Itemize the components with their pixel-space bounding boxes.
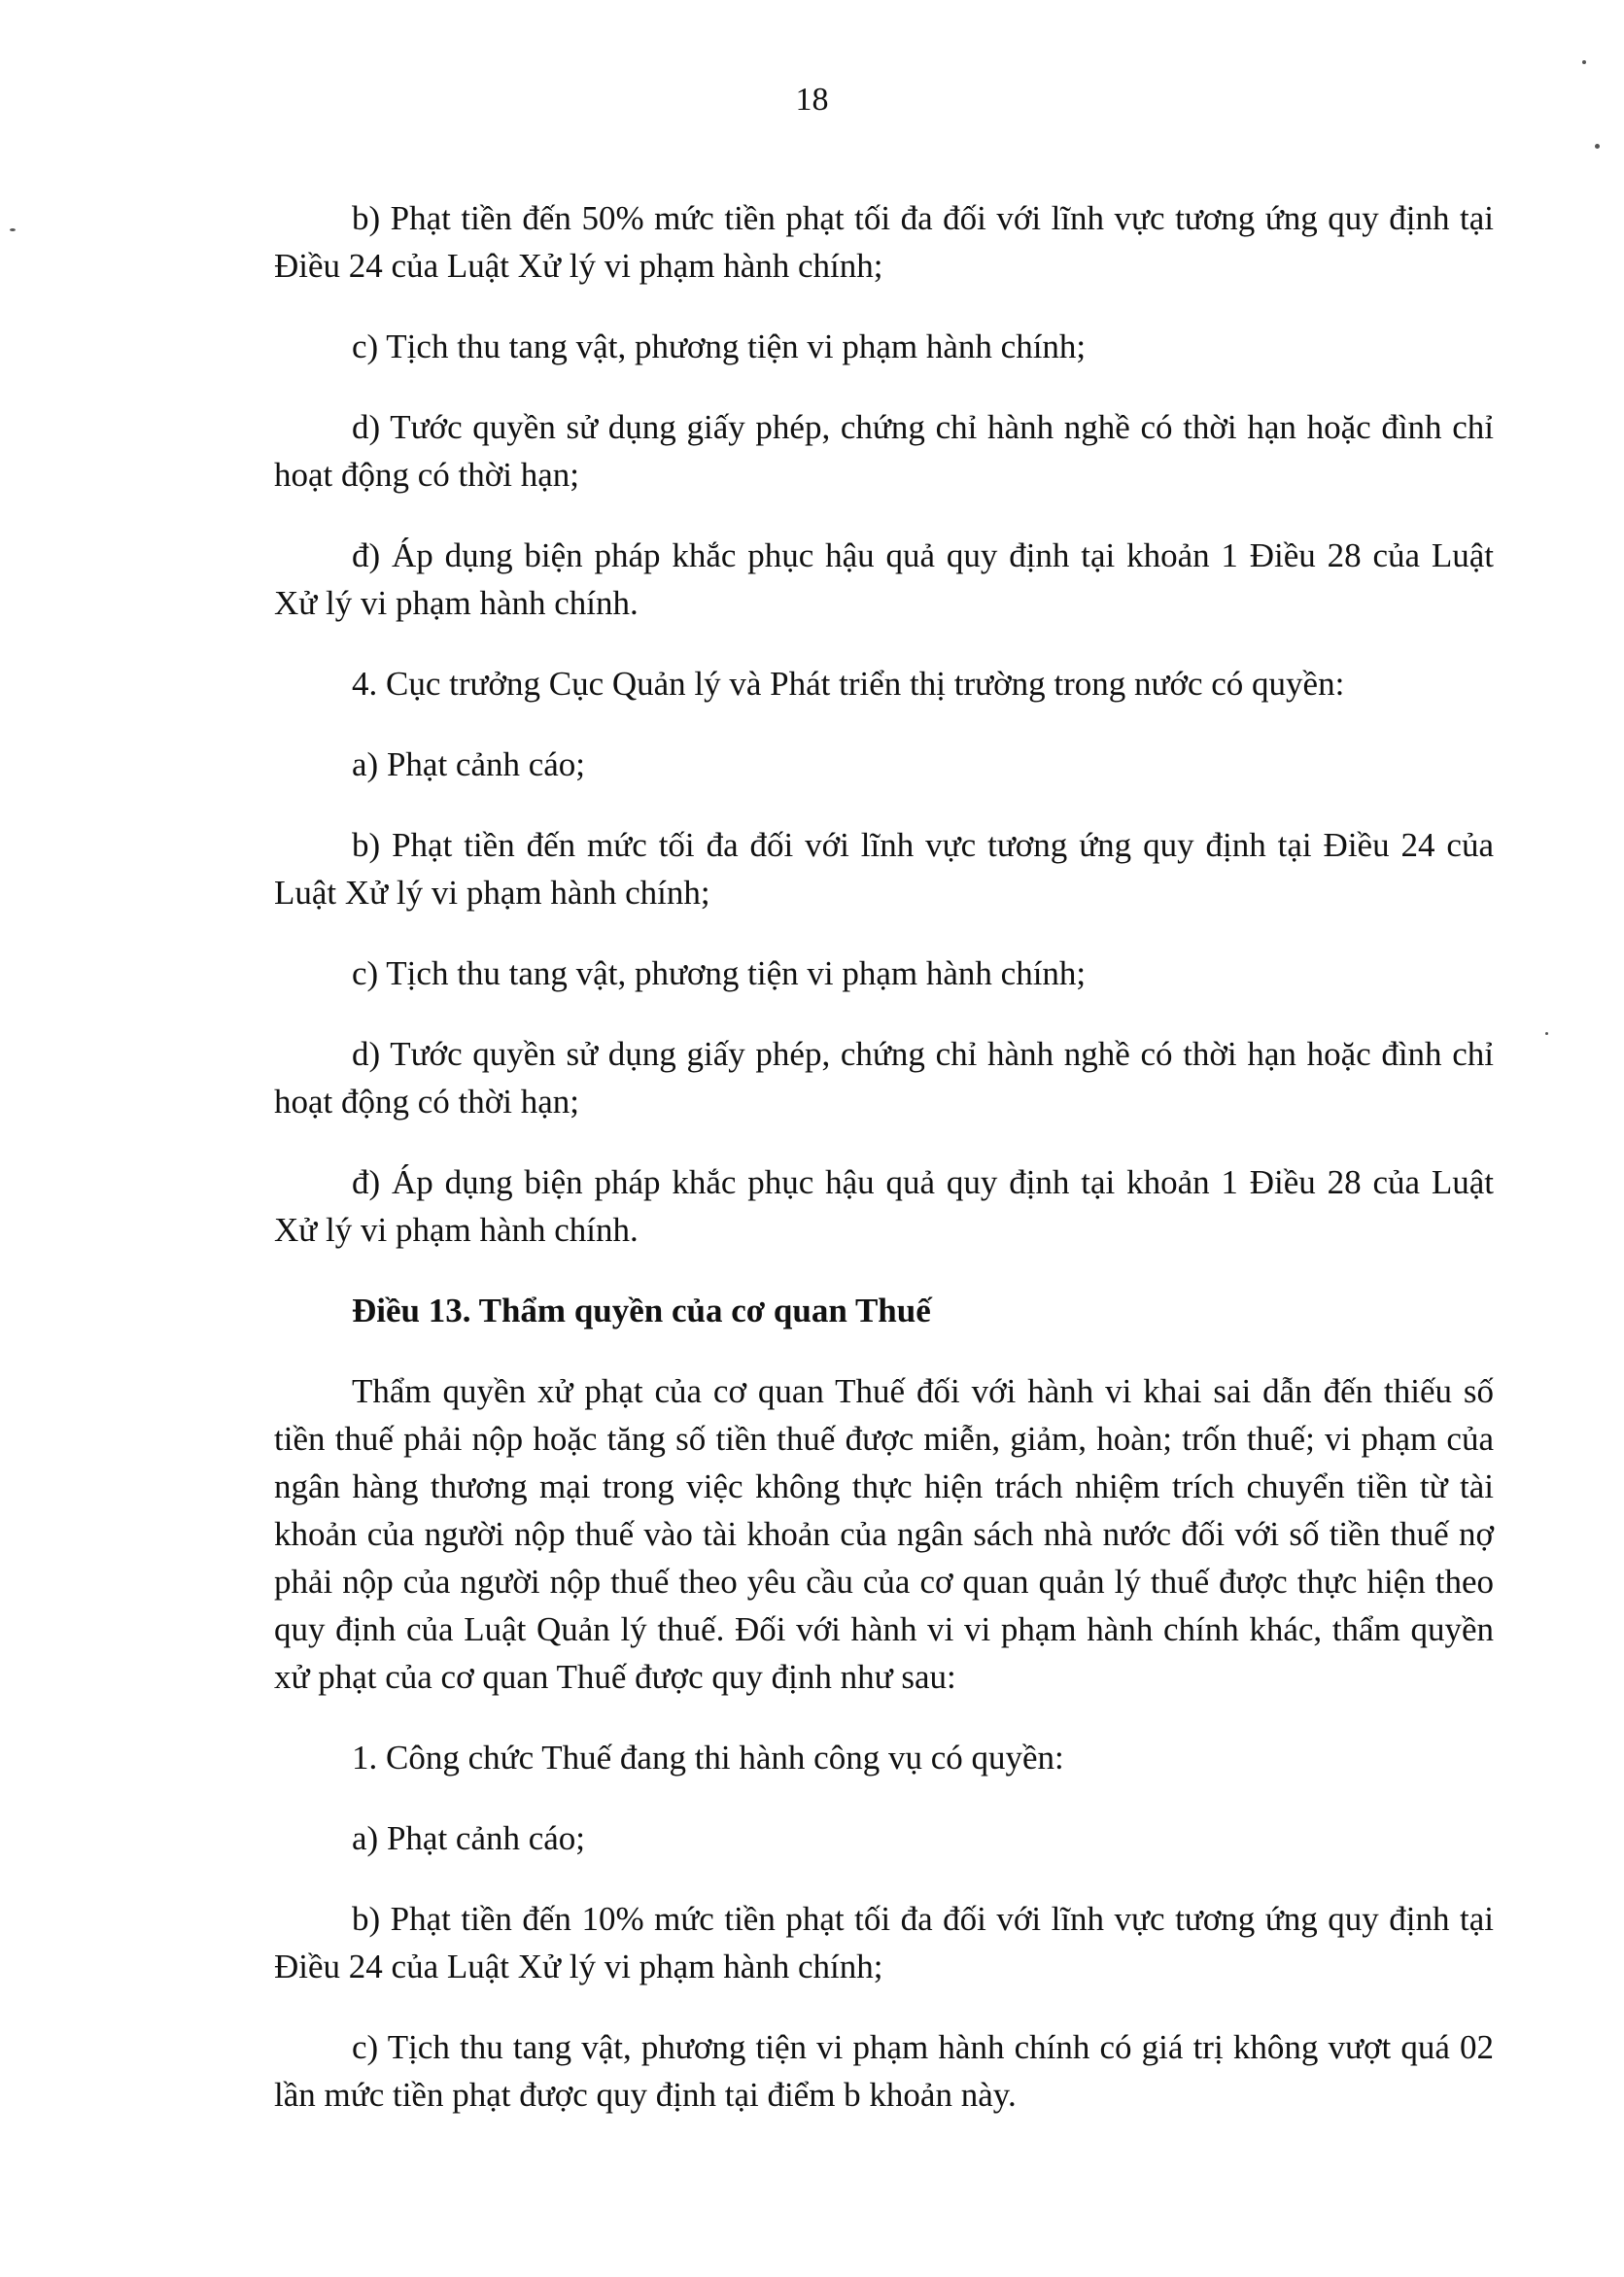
scan-speck (10, 228, 16, 231)
paragraph-article-13-intro: Thẩm quyền xử phạt của cơ quan Thuế đối với hành vi khai sai dẫn đến thiếu số tiền thuế phải nộp hoặc tăng số tiền thuế được miễn, giảm, hoàn; trốn thuế; vi phạm của ngân hàng thương mại trong việc không thực hiện trách nhiệm trích chuyển tiền từ tài khoản của người nộp thuế vào tài khoản của ngân sách nhà nước đối với số tiền thuế nợ phải nộp của người nộp thuế theo yêu cầu của cơ quan quản lý thuế được thực hiện theo quy định của Luật Quản lý thuế. Đối với hành vi vi phạm hành chính khác, thẩm quyền xử phạt của cơ quan Thuế được quy định như sau: (274, 1372, 1494, 1696)
scan-speck (1595, 144, 1600, 149)
page-number: 18 (795, 82, 829, 118)
paragraph-a-warning-2: a) Phạt cảnh cáo; (352, 1819, 586, 1857)
paragraph-d-license-revocation: d) Tước quyền sử dụng giấy phép, chứng chỉ hành nghề có thời hạn hoặc đình chỉ hoạt động có thời hạn; (274, 408, 1494, 494)
paragraph-4-director-authority: 4. Cục trưởng Cục Quản lý và Phát triển thị trường trong nước có quyền: (352, 665, 1345, 703)
paragraph-c-confiscation-limit: c) Tịch thu tang vật, phương tiện vi phạm hành chính có giá trị không vượt quá 02 lần mức tiền phạt được quy định tại điểm b khoản này. (274, 2028, 1494, 2114)
paragraph-b-fine-50: b) Phạt tiền đến 50% mức tiền phạt tối đa đối với lĩnh vực tương ứng quy định tại Điều 24 của Luật Xử lý vi phạm hành chính; (274, 199, 1494, 285)
paragraph-b-fine-10: b) Phạt tiền đến 10% mức tiền phạt tối đa đối với lĩnh vực tương ứng quy định tại Điều 24 của Luật Xử lý vi phạm hành chính; (274, 1900, 1494, 1985)
document-body (274, 194, 1494, 2152)
paragraph-c-confiscation-2: c) Tịch thu tang vật, phương tiện vi phạm hành chính; (352, 954, 1087, 992)
article-13-heading: Điều 13. Thẩm quyền của cơ quan Thuế (352, 1292, 931, 1329)
paragraph-a-warning: a) Phạt cảnh cáo; (352, 745, 586, 783)
paragraph-c-confiscation: c) Tịch thu tang vật, phương tiện vi phạm hành chính; (352, 328, 1087, 365)
paragraph-b-fine-max: b) Phạt tiền đến mức tối đa đối với lĩnh vực tương ứng quy định tại Điều 24 của Luật Xử lý vi phạm hành chính; (274, 826, 1494, 912)
scan-speck (1582, 60, 1586, 64)
paragraph-d-license-revocation-2: d) Tước quyền sử dụng giấy phép, chứng chỉ hành nghề có thời hạn hoặc đình chỉ hoạt động có thời hạn; (274, 1035, 1494, 1121)
paragraph-dd-remedial-measures: đ) Áp dụng biện pháp khắc phục hậu quả quy định tại khoản 1 Điều 28 của Luật Xử lý vi phạm hành chính. (274, 536, 1494, 622)
paragraph-dd-remedial-measures-2: đ) Áp dụng biện pháp khắc phục hậu quả quy định tại khoản 1 Điều 28 của Luật Xử lý vi phạm hành chính. (274, 1163, 1494, 1249)
scan-speck (1545, 1032, 1548, 1035)
paragraph-1-tax-officer-authority: 1. Công chức Thuế đang thi hành công vụ có quyền: (352, 1739, 1064, 1777)
